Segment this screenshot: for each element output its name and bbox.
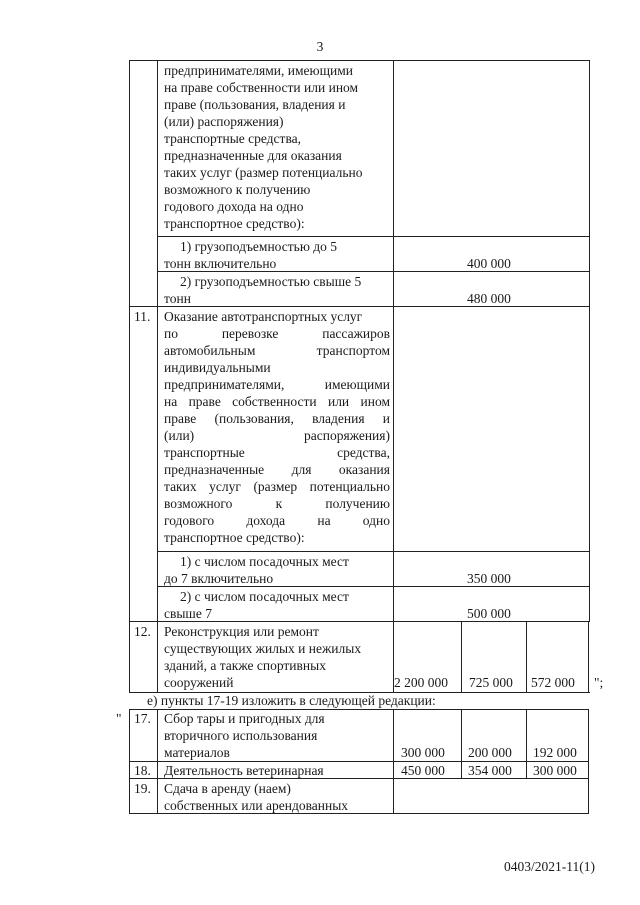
text-line: Оказание автотранспортных услуг [164,309,363,324]
row-12-value-1: 2 200 000 [394,675,448,690]
row-18-description [164,762,390,779]
text-line: 2) грузоподъемностью свыше 5 [180,274,362,289]
text-line: сооружений [164,675,234,690]
text-line: до 7 включительно [164,571,274,586]
row-18-number: 18. [134,763,151,778]
text-line: зданий, а также спортивных [164,658,326,673]
row-12-closing-quote: "; [594,675,604,690]
table1-border-left [129,60,130,693]
row-12-value-2: 725 000 [469,675,513,690]
table2-divider-col2 [461,709,462,779]
sub-item-4-value: 500 000 [467,606,511,621]
text-line: (или) распоряжения) [164,428,390,443]
text-line: 2) с числом посадочных мест [180,589,349,604]
row-12-description [164,623,390,691]
row-11-description [164,308,390,546]
text-line: 1) грузоподъемностью до 5 [180,239,338,254]
text-line: существующих жилых и нежилых [164,641,362,656]
text-line: транспортное средство): [164,530,305,545]
row-continuation-description [164,62,390,232]
row-18-value-2: 354 000 [468,763,512,778]
text-line: 1) с числом посадочных мест [180,554,349,569]
sub-item-1-value: 400 000 [467,256,511,271]
text-line: Сдача в аренду (наем) [164,781,291,796]
text-line: на праве собственности или ином [164,394,390,409]
text-line: собственных или арендованных [164,798,349,813]
text-line: материалов [164,745,230,760]
amendment-instruction: е) пункты 17-19 изложить в следующей редакции: [147,693,436,708]
text-line: праве (пользования, владения и [164,411,390,426]
row-17-value-2: 200 000 [468,745,512,760]
table1-border-right-row12 [588,622,589,693]
text-line: годового дохода на одно [164,199,304,214]
row-17-number: 17. [134,711,151,726]
row-19-description [164,780,390,814]
text-line: автомобильным транспортом [164,343,390,358]
text-line: предпринимателями, имеющими [164,377,390,392]
table1-divider-num [157,60,158,693]
text-line: тонн включительно [164,256,277,271]
text-line: таких услуг (размер потенциально [164,165,363,180]
text-line: индивидуальными [164,360,271,375]
row-19-number: 19. [134,781,151,796]
text-line: предпринимателями, имеющими [164,63,353,78]
text-line: на праве собственности или ином [164,80,359,95]
row-17-value-3: 192 000 [533,745,577,760]
sub-item-3-value: 350 000 [467,571,511,586]
row-18-value-1: 450 000 [401,763,445,778]
table1-divider-text [393,60,394,693]
table1-rule-sub3 [157,551,590,552]
text-line: Сбор тары и пригодных для [164,711,325,726]
row-12-value-3: 572 000 [531,675,575,690]
row-12-number: 12. [134,624,151,639]
table1-rule-sub1 [157,236,590,237]
text-line: (или) распоряжения) [164,114,284,129]
text-line: по перевозке пассажиров [164,326,390,341]
document-footer-code: 0403/2021-11(1) [504,859,595,874]
table2-opening-quote: " [116,711,122,726]
row-11-number: 11. [134,309,151,324]
sub-item-2-value: 480 000 [467,291,511,306]
row-17-description [164,710,390,761]
text-line: годового дохода на одно [164,513,390,528]
sub-item-4-description [164,588,390,622]
text-line: предназначенные для оказания [164,462,390,477]
text-line: Деятельность ветеринарная [164,763,324,778]
text-line: предназначенные для оказания [164,148,342,163]
table1-border-right [589,60,590,622]
table1-top-border [129,60,590,61]
text-line: свыше 7 [164,606,212,621]
page-number: 3 [316,39,324,54]
row-18-value-3: 300 000 [533,763,577,778]
text-line: Реконструкция или ремонт [164,624,319,639]
text-line: транспортные средства, [164,131,302,146]
sub-item-3-description [164,553,390,587]
table2-divider-col3 [526,709,527,779]
text-line: тонн [164,291,191,306]
text-line: возможного к получению [164,182,311,197]
text-line: таких услуг (размер потенциально [164,479,390,494]
row-17-value-1: 300 000 [401,745,445,760]
text-line: праве (пользования, владения и [164,97,346,112]
text-line: возможного к получению [164,496,390,511]
sub-item-2-description [164,273,390,307]
text-line: транспортное средство): [164,216,305,231]
text-line: транспортные средства, [164,445,390,460]
sub-item-1-description [164,238,390,272]
table1-divider-col2 [461,622,462,693]
text-line: вторичного использования [164,728,318,743]
table1-divider-col3 [526,622,527,693]
